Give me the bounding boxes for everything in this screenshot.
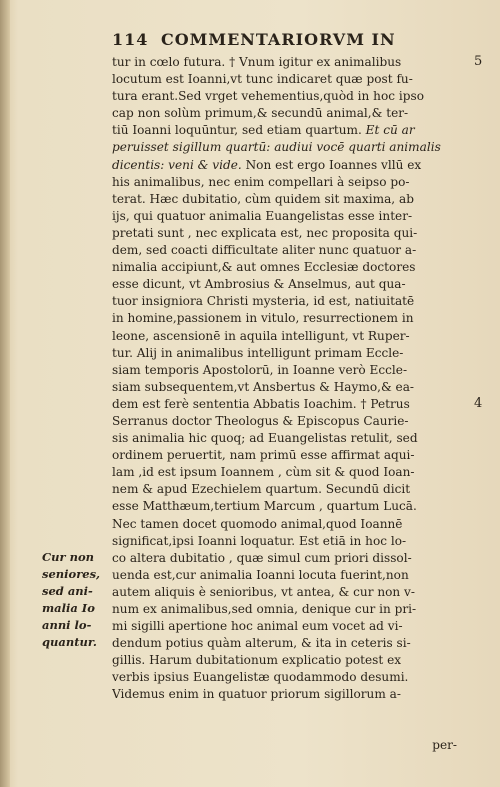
line-text: terat. Hæc dubitatio, cùm quidem sit maxima, ab <box>112 191 414 206</box>
line-text: nem & apud Ezechielem quartum. Secundū dicit <box>112 482 411 497</box>
line-text: num ex animalibus,sed omnia, denique cur in pri- <box>112 602 417 616</box>
line-text: his animalibus, nec enim compellari à seipso po- <box>112 174 410 189</box>
line-text: autem aliquis è senioribus, vt antea, & cur non v- <box>112 584 415 599</box>
margin-note-line: seniores, <box>42 567 101 582</box>
line-text: in homine,passionem in vitulo, resurrectionem in <box>112 311 414 326</box>
text-line <box>112 652 457 669</box>
text-line <box>112 174 457 191</box>
line-text: leone, ascensionē in aquila intelligunt, vt Ruper- <box>112 328 410 343</box>
line-text: significat,ipsi Ioanni loquatur. Est etiā in hoc lo- <box>112 533 407 548</box>
text-line <box>112 567 457 584</box>
page-number: 114 <box>112 30 149 49</box>
margin-note <box>42 549 108 652</box>
text-line <box>112 618 457 635</box>
line-text: lam ,id est ipsum Ioannem , cùm sit & quod Ioan- <box>112 465 415 480</box>
line-text: tura erant.Sed vrget vehementius,quòd in hoc ipso <box>112 89 424 104</box>
text-line <box>112 533 457 550</box>
text-line <box>112 413 457 430</box>
line-text: esse Matthæum,tertium Marcum , quartum Lucā. <box>112 499 417 514</box>
line-text: dem est ferè sententia Abbatis Ioachim. † Petrus <box>112 396 410 411</box>
line-text: tuor insigniora Christi mysteria, id est, natiuitatē <box>112 294 415 309</box>
text-line <box>112 225 457 242</box>
italic-text: dicentis: veni & vide. <box>112 157 242 172</box>
italic-text: Et cū ar <box>365 123 415 138</box>
text-line <box>112 669 457 686</box>
text-line <box>112 498 457 515</box>
line-text: nimalia accipiunt,& aut omnes Ecclesiæ doctores <box>112 260 416 275</box>
text-line <box>112 139 457 156</box>
line-text: siam subsequentem,vt Ansbertus & Haymo,& ea- <box>112 379 415 394</box>
line-text: ordinem peruertit, nam primū esse affirmat aqui- <box>112 448 415 463</box>
text-line <box>112 208 457 225</box>
line-text: siam temporis Apostolorū, in Ioanne verò Eccle- <box>112 362 408 377</box>
line-text: esse dicunt, vt Ambrosius & Anselmus, aut qua- <box>112 277 406 292</box>
catchword: per- <box>432 738 457 752</box>
text-line <box>112 379 457 396</box>
line-text: dendum potius quàm alterum, & ita in ceteris si- <box>112 636 411 651</box>
text-line <box>112 362 457 379</box>
margin-note-line: anni lo- <box>42 618 92 633</box>
text-line <box>112 345 457 362</box>
footnote-mark: 5 <box>474 54 483 69</box>
margin-note-line: sed ani- <box>42 584 93 599</box>
text-line <box>112 464 457 481</box>
line-text: co altera dubitatio , quæ simul cum priori dissol- <box>112 550 412 565</box>
line-text: Non est ergo Ioannes vllū ex <box>245 157 422 172</box>
footnote-mark: 4 <box>474 396 483 411</box>
text-line <box>112 293 457 310</box>
text-line <box>112 635 457 652</box>
text-line <box>112 276 457 293</box>
text-line <box>112 516 457 533</box>
text-line <box>112 396 457 413</box>
text-line <box>112 481 457 498</box>
page-gutter <box>0 0 10 787</box>
line-text: tiū Ioanni loquūntur, sed etiam quartum. <box>112 123 362 138</box>
margin-note-line: Cur non <box>42 550 94 564</box>
text-line <box>112 328 457 345</box>
line-text: ijs, qui quatuor animalia Euangelistas esse inter- <box>112 208 413 223</box>
line-text: Nec tamen docet quomodo animal,quod Ioannē <box>112 516 403 531</box>
text-line <box>112 191 457 208</box>
line-text: cap non solùm primum,& secundū animal,& ter- <box>112 106 409 121</box>
line-text: Serranus doctor Theologus & Episcopus Caurie- <box>112 413 409 428</box>
text-line <box>112 88 457 105</box>
text-line <box>112 122 457 139</box>
text-line <box>112 430 457 447</box>
line-text: locutum est Ioanni,vt tunc indicaret quæ post fu- <box>112 72 413 87</box>
line-text: uenda est,cur animalia Ioanni locuta fuerint,non <box>112 567 409 582</box>
text-line <box>112 54 457 71</box>
running-title: COMMENTARIORVM IN <box>160 30 396 49</box>
line-text: verbis ipsius Euangelistæ quodammodo desumi. <box>112 670 409 685</box>
text-line <box>112 105 457 122</box>
main-text <box>112 54 457 704</box>
line-text: gillis. Harum dubitationum explicatio potest ex <box>112 653 402 668</box>
line-text: tur. Alij in animalibus intelligunt primam Eccle- <box>112 345 404 360</box>
line-text: mi sigilli apertione hoc animal eum vocet ad vi- <box>112 619 403 634</box>
text-line <box>112 447 457 464</box>
text-line <box>112 310 457 327</box>
text-line <box>112 686 457 703</box>
text-line <box>112 259 457 276</box>
line-text: pretati sunt , nec explicata est, nec proposita qui- <box>112 225 418 240</box>
line-text: Videmus enim in quatuor priorum sigillorum a- <box>112 687 401 702</box>
margin-note-line: malia Io <box>42 601 95 616</box>
text-line <box>112 550 457 567</box>
line-text: dem, sed coacti difficultate aliter nunc quatuor a- <box>112 243 417 258</box>
line-text: tur in cœlo futura. † Vnum igitur ex animalibus <box>112 55 402 69</box>
text-line <box>112 601 457 618</box>
text-line <box>112 157 457 174</box>
text-line <box>112 242 457 259</box>
text-line <box>112 584 457 601</box>
margin-note-line: quantur. <box>42 635 97 650</box>
text-line <box>112 71 457 88</box>
line-text: sis animalia hic quoq; ad Euangelistas retulit, sed <box>112 431 418 446</box>
italic-text: peruisset sigillum quartū: audiui vocē quarti animalis <box>112 140 441 155</box>
running-header <box>112 30 470 52</box>
